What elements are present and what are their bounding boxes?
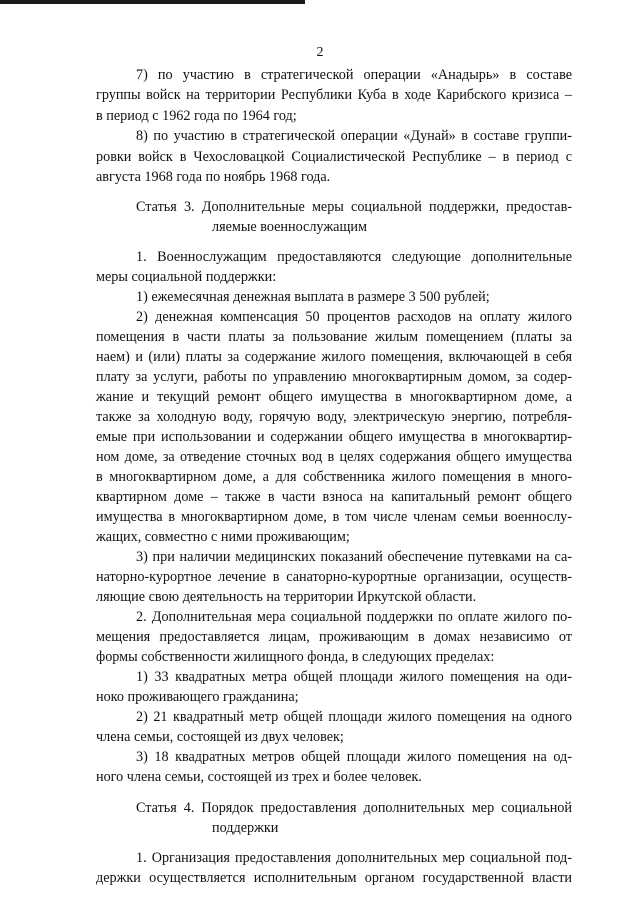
text-line: члена семьи, состоящей из двух человек; (96, 729, 344, 745)
text-line: держки осуществляется исполнительным органом государственной власти (96, 870, 572, 886)
text-line: ровки войск в Чехословацкой Социалистической Республике – в период с (96, 149, 572, 165)
article-heading: Статья 3. Дополнительные меры социальной поддержки, предостав- (136, 199, 572, 215)
text-line: 1. Организация предоставления дополнительных мер социальной под- (136, 850, 572, 866)
text-line: имущества в многоквартирном доме, в том числе членам семьи военнослу- (96, 509, 572, 525)
text-line: жащих, совместно с ними проживающим; (96, 529, 350, 545)
text-line: в период с 1962 года по 1964 год; (96, 108, 297, 124)
text-line: также за холодную воду, горячую воду, электрическую энергию, потребля- (96, 409, 572, 425)
text-line: 8) по участию в стратегической операции «Дунай» в составе группи- (136, 128, 572, 144)
page-number: 2 (316, 45, 324, 60)
text-line: меры социальной поддержки: (96, 269, 277, 285)
text-line: квартирном доме – также в части взноса на капитальный ремонт общего (96, 489, 572, 505)
text-line: наем) и (или) платы за содержание жилого помещения, включающей в себя (96, 349, 572, 365)
text-line: 2) 21 квадратный метр общей площади жилого помещения на одного (136, 709, 572, 725)
text-line: емые при использовании и содержании общего имущества в многоквартир- (96, 429, 572, 445)
text-line: ноко проживающего гражданина; (96, 689, 299, 705)
text-line: 7) по участию в стратегической операции «Анадырь» в составе (136, 67, 572, 83)
text-line: ного члена семьи, состоящей из трех и более человек. (96, 769, 422, 785)
text-line: 1. Военнослужащим предоставляются следующие дополнительные (136, 249, 572, 265)
text-line: 2. Дополнительная мера социальной поддержки по оплате жилого по- (136, 609, 572, 625)
text-line: 1) 33 квадратных метра общей площади жилого помещения на оди- (136, 669, 572, 685)
text-line: плату за услуги, работы по управлению многоквартирным домом, за содер- (96, 369, 572, 385)
text-line: мещения предоставляется лицам, проживающим в домах независимо от (96, 629, 572, 645)
text-line: 2) денежная компенсация 50 процентов расходов на оплату жилого (136, 309, 572, 325)
text-line: ляющие свою деятельность на территории Иркутской области. (96, 589, 477, 605)
text-line: жание и текущий ремонт общего имущества в многоквартирном доме, а (96, 389, 572, 405)
text-line: наторно-курортное лечение в санаторно-курортные организации, осуществ- (96, 569, 572, 585)
article-heading: Статья 4. Порядок предоставления дополнительных мер социальной (136, 800, 572, 816)
text-line: ном доме, за отведение сточных вод в целях содержания общего имущества (96, 449, 572, 465)
text-line: в многоквартирном доме, а для собственника жилого помещения в много- (96, 469, 572, 485)
text-line: группы войск на территории Республики Куба в ходе Карибского кризиса – (96, 87, 572, 103)
text-line: формы собственности жилищного фонда, в следующих пределах: (96, 649, 495, 665)
article-heading: поддержки (212, 820, 279, 836)
text-line: помещения в части платы за пользование жилым помещением (платы за (96, 329, 572, 345)
text-line: 3) при наличии медицинских показаний обеспечение путевками на са- (136, 549, 572, 565)
text-line: 1) ежемесячная денежная выплата в размере 3 500 рублей; (136, 289, 490, 305)
text-line: 3) 18 квадратных метров общей площади жилого помещения на од- (136, 749, 572, 765)
article-heading: ляемые военнослужащим (212, 219, 367, 235)
scan-edge-bar (0, 0, 305, 4)
text-line: августа 1968 года по ноябрь 1968 года. (96, 169, 331, 185)
